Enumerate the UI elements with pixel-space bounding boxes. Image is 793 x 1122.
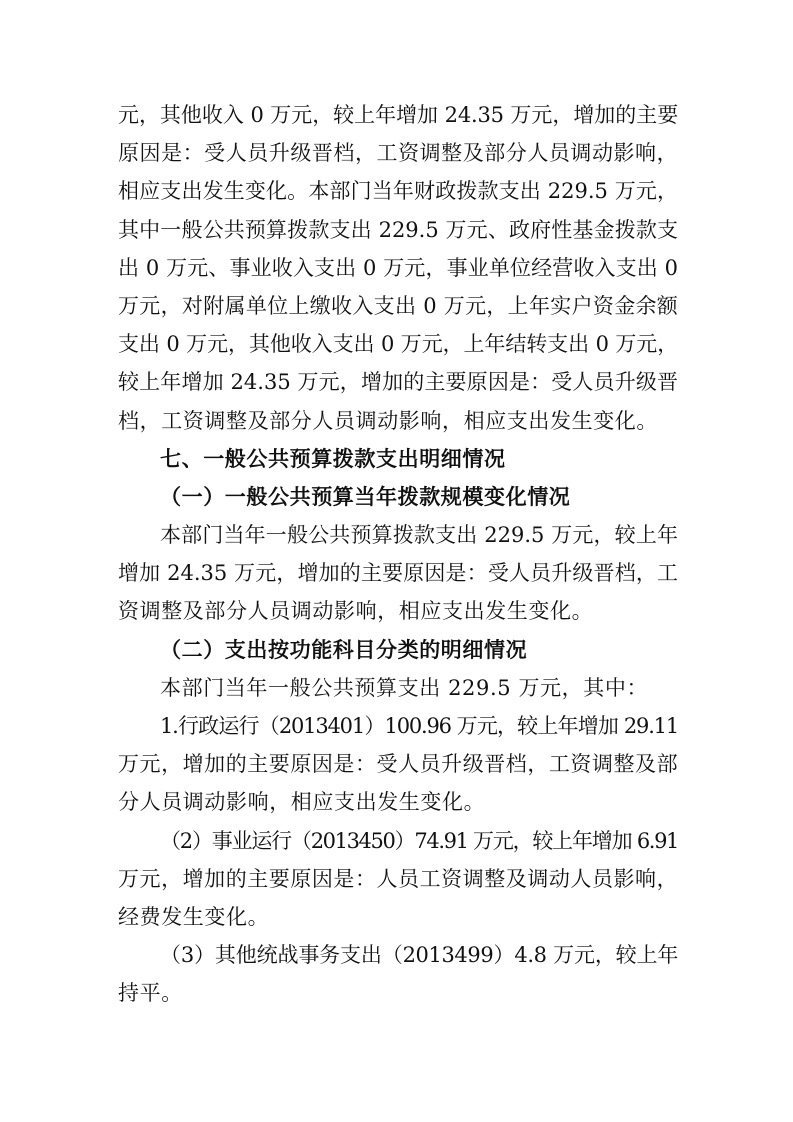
paragraph-line: 原因是：受人员升级晋档，工资调整及部分人员调动影响， (118, 141, 678, 166)
paragraph-line: 其中一般公共预算拨款支出 229.5 万元、政府性基金拨款支 (118, 217, 678, 242)
paragraph-line: 支出 0 万元，其他收入支出 0 万元，上年结转支出 0 万元， (118, 332, 678, 357)
paragraph-line: 分人员调动影响，相应支出发生变化。 (118, 790, 486, 815)
document-body (118, 96, 678, 1013)
paragraph-line: 增加 24.35 万元，增加的主要原因是：受人员升级晋档，工 (118, 561, 678, 586)
paragraph-line: 万元，增加的主要原因是：受人员升级晋档，工资调整及部 (118, 752, 678, 777)
paragraph-line: 经费发生变化。 (118, 904, 270, 929)
section-heading: 七、一般公共预算拨款支出明细情况 (160, 446, 506, 471)
paragraph-line: 本部门当年一般公共预算拨款支出 229.5 万元，较上年 (160, 523, 678, 548)
subsection-heading: （二）支出按功能科目分类的明细情况 (160, 636, 528, 662)
paragraph-line: 出 0 万元、事业收入支出 0 万元，事业单位经营收入支出 0 (118, 255, 678, 280)
paragraph-line: 相应支出发生变化。本部门当年财政拨款支出 229.5 万元， (118, 179, 678, 204)
paragraph-line: 万元，增加的主要原因是：人员工资调整及调动人员影响， (118, 866, 678, 891)
paragraph-line: 元，其他收入 0 万元，较上年增加 24.35 万元，增加的主要 (118, 103, 678, 127)
paragraph-line: （2）事业运行（2013450）74.91 万元，较上年增加 6.91 (160, 828, 678, 853)
subsection-heading: （一）一般公共预算当年拨款规模变化情况 (160, 483, 571, 509)
paragraph-line: 1.行政运行（2013401）100.96 万元，较上年增加 29.11 (160, 714, 678, 738)
paragraph-line: 本部门当年一般公共预算支出 229.5 万元，其中： (160, 675, 649, 700)
paragraph-line: 资调整及部分人员调动影响，相应支出发生变化。 (118, 599, 594, 624)
paragraph-line: 档，工资调整及部分人员调动影响，相应支出发生变化。 (118, 408, 658, 433)
paragraph-line: 较上年增加 24.35 万元，增加的主要原因是：受人员升级晋 (118, 370, 678, 395)
paragraph-line: （3）其他统战事务支出（2013499）4.8 万元，较上年 (160, 943, 678, 968)
paragraph-line: 持平。 (118, 981, 183, 1006)
paragraph-line: 万元，对附属单位上缴收入支出 0 万元，上年实户资金余额 (118, 293, 678, 318)
